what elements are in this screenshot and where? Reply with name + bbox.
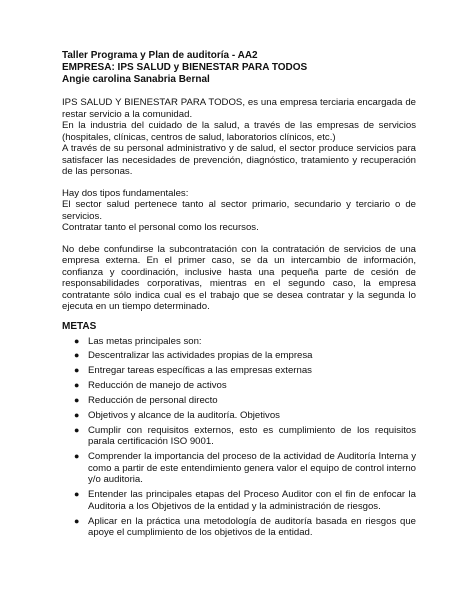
types-paragraph-3: Contratar tanto el personal como los recursos. bbox=[62, 222, 259, 233]
intro-paragraph-2: En la industria del cuidado de la salud, a través de las empresas de servicios (hospitales, clínicas, centros de salud, laboratorios clínicos, etc.) bbox=[62, 120, 416, 143]
types-paragraph-1: Hay dos tipos fundamentales: bbox=[62, 187, 189, 199]
bullet-icon: ● bbox=[74, 350, 80, 361]
document-page bbox=[62, 50, 416, 542]
list-item: ● Aplicar en la práctica una metodología de auditoría basada en riesgos que apoye el cumplimiento de los objetivos de la entidad. bbox=[74, 515, 416, 539]
bullet-icon: ● bbox=[74, 335, 80, 346]
author-name: Angie carolina Sanabria Bernal bbox=[62, 74, 210, 85]
list-item: ● Cumplir con requisitos externos, esto es cumplimiento de los requisitos parala certificación ISO 9001. bbox=[74, 424, 416, 448]
metas-list bbox=[62, 336, 416, 539]
intro-paragraph-3: A través de su personal administrativo y de salud, el sector produce servicios para satisfacer las necesidades de prevención, diagnóstico, tratamiento y recuperación de las personas. bbox=[62, 143, 416, 177]
metas-heading: METAS bbox=[62, 320, 97, 332]
bullet-icon: ● bbox=[74, 515, 80, 526]
bullet-icon: ● bbox=[74, 409, 80, 420]
bullet-icon: ● bbox=[74, 451, 80, 462]
intro-paragraph-1: IPS SALUD Y BIENESTAR PARA TODOS, es una empresa terciaria encargada de restar servicio a la comunidad. bbox=[62, 97, 416, 120]
bullet-icon: ● bbox=[74, 380, 80, 391]
bullet-icon: ● bbox=[74, 365, 80, 376]
types-paragraph-2: El sector salud pertenece tanto al sector primario, secundario y terciario o de servicios. bbox=[62, 199, 416, 222]
bullet-icon: ● bbox=[74, 395, 80, 406]
list-item: ● Reducción de personal directo bbox=[74, 395, 218, 407]
list-item: ● Entregar tareas específicas a las empresas externas bbox=[74, 365, 312, 377]
list-item: ● Comprender la importancia del proceso de la actividad de Auditoría Interna y como a partir de este entendimiento genera valor el equipo de control interno y/o auditoria. bbox=[74, 451, 416, 486]
list-item: ● Reducción de manejo de activos bbox=[74, 380, 227, 392]
list-item: ● Entender las principales etapas del Proceso Auditor con el fin de enfocar la Auditoria a los Objetivos de la entidad y la administración de riesgos. bbox=[74, 489, 416, 512]
company-name: EMPRESA: IPS SALUD y BIENESTAR PARA TODOS bbox=[62, 62, 308, 73]
list-item: ● Descentralizar las actividades propias de la empresa bbox=[74, 350, 313, 362]
subcontract-paragraph: No debe confundirse la subcontratación con la contratación de servicios de una empresa externa. En el primer caso, se da un intercambio de información, confianza y coordinación, inclusive hasta una pequeña parte de cesión de responsabilidades corporativas, mientras en el segundo caso, la empresa contratante sólo indica cual es el trabajo que se desea contratar y la segunda lo ejecuta en un tiempo determinado. bbox=[62, 243, 416, 312]
doc-title: Taller Programa y Plan de auditoría - AA2 bbox=[62, 50, 258, 61]
bullet-icon: ● bbox=[74, 424, 80, 435]
list-item: ● Objetivos y alcance de la auditoría. Objetivos bbox=[74, 409, 280, 421]
bullet-icon: ● bbox=[74, 489, 80, 500]
list-item: ● Las metas principales son: bbox=[74, 335, 202, 347]
